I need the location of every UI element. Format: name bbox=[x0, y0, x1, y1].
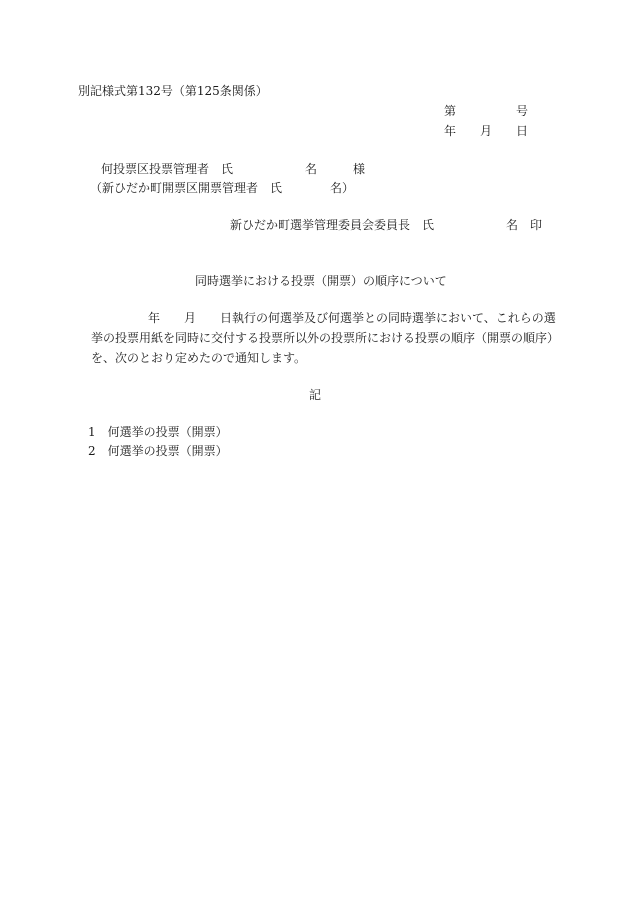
list-item: 2 何選挙の投票（開票） bbox=[88, 444, 228, 458]
date-day-label: 日 bbox=[516, 124, 529, 138]
body-line-2: 挙の投票用紙を同時に交付する投票所以外の投票所における投票の順序（開票の順序） bbox=[91, 331, 560, 345]
recipient-line-1: 何投票区投票管理者 氏 名 様 bbox=[101, 162, 366, 176]
ki-heading: 記 bbox=[309, 388, 322, 402]
document-subject: 同時選挙における投票（開票）の順序について bbox=[195, 274, 447, 288]
body-line-3: を、次のとおり定めたので通知します。 bbox=[91, 351, 307, 365]
sender-line: 新ひだか町選挙管理委員会委員長 氏 名 印 bbox=[230, 218, 543, 232]
date-month-label: 月 bbox=[480, 124, 493, 138]
document-number-suffix: 号 bbox=[516, 104, 529, 118]
form-number: 別記様式第132号（第125条関係） bbox=[78, 84, 268, 98]
list-item: 1 何選挙の投票（開票） bbox=[88, 425, 228, 439]
document-number-label: 第 bbox=[444, 104, 457, 118]
recipient-line-2: （新ひだか町開票区開票管理者 氏 名） bbox=[90, 181, 355, 195]
body-line-1: 年 月 日執行の何選挙及び何選挙との同時選挙において、これらの選 bbox=[148, 311, 556, 325]
date-year-label: 年 bbox=[444, 124, 457, 138]
